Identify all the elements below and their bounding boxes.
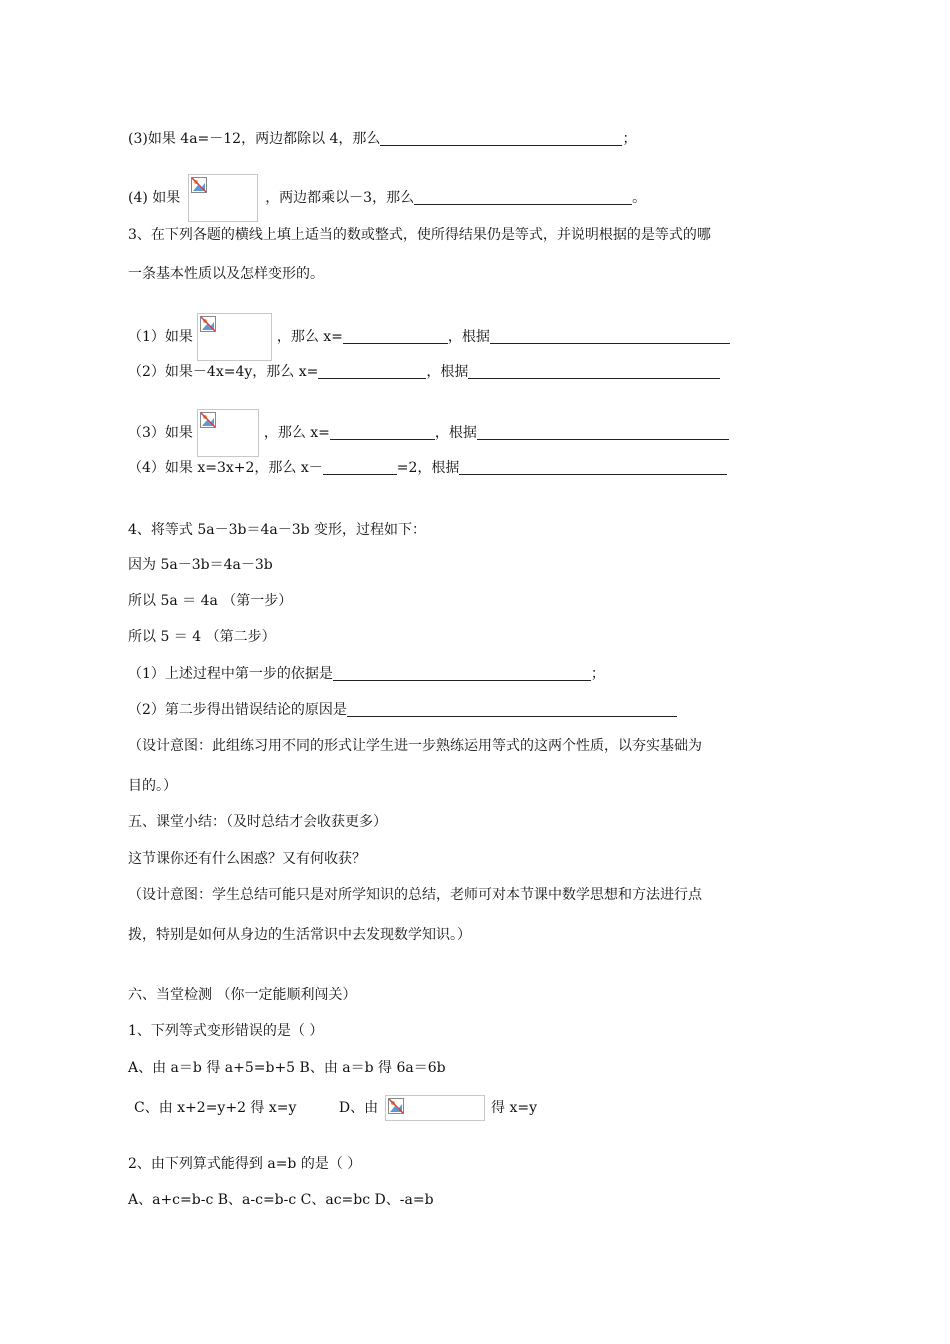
answer-blank[interactable] <box>323 459 397 475</box>
formula-image <box>197 313 272 361</box>
question-4-stem: 4、将等式 5a－3b＝4a－3b 变形，过程如下： <box>128 522 427 538</box>
question-3-stem-cont: 一条基本性质以及怎样变形的。 <box>128 266 324 282</box>
section-test-heading: 六、当堂检测 （你一定能顺利闯关） <box>128 987 357 1003</box>
design-note-2: （设计意图：学生总结可能只是对所学知识的总结，老师可对本节课中数学思想和方法进行点 <box>128 887 702 903</box>
answer-blank[interactable] <box>468 363 720 379</box>
step-two: 所以 5 ＝ 4 （第二步） <box>128 629 276 645</box>
answer-blank[interactable] <box>330 424 435 440</box>
answer-blank[interactable] <box>459 459 727 475</box>
design-note-1-cont: 目的。） <box>128 778 177 794</box>
line-q3-2: （2）如果－4x=4y，那么 x= ，根据 <box>128 362 720 382</box>
formula-image <box>197 409 259 457</box>
formula-image <box>385 1095 485 1121</box>
line-q4-2: （2）第二步得出错误结论的原因是 <box>128 700 677 720</box>
broken-image-icon <box>200 316 216 332</box>
test-q1-options-ab: A、由 a＝b 得 a+5=b+5 B、由 a＝b 得 6a＝6b <box>128 1060 446 1076</box>
formula-image <box>188 174 258 222</box>
line-q3-part3: (3)如果 4a=－12，两边都除以 4，那么 ； <box>128 131 637 147</box>
answer-blank[interactable] <box>343 328 448 344</box>
test-question-1: 1、下列等式变形错误的是（ ） <box>128 1023 324 1039</box>
line-q3-4: （4）如果 x=3x+2，那么 x－ =2，根据 <box>128 458 727 478</box>
step-one: 所以 5a ＝ 4a （第一步） <box>128 593 293 609</box>
broken-image-icon <box>200 412 216 428</box>
step-because: 因为 5a－3b＝4a－3b <box>128 557 273 573</box>
line-q3-3: （3）如果 ，那么 x= ，根据 <box>128 409 729 457</box>
summary-question: 这节课你还有什么困惑？又有何收获？ <box>128 851 366 867</box>
broken-image-icon <box>388 1098 404 1114</box>
answer-blank[interactable] <box>477 424 729 440</box>
answer-blank[interactable] <box>318 363 426 379</box>
test-question-2: 2、由下列算式能得到 a=b 的是（ ） <box>128 1156 362 1172</box>
question-3-stem: 3、在下列各题的横线上填上适当的数或整式，使所得结果仍是等式，并说明根据的是等式的哪 <box>128 227 711 243</box>
answer-blank[interactable] <box>333 665 591 681</box>
line-q4-1: （1）上述过程中第一步的依据是 ； <box>128 666 605 682</box>
design-note-2-cont: 拨，特别是如何从身边的生活常识中去发现数学知识。） <box>128 927 471 943</box>
test-q1-options-cd: C、由 x+2=y+2 得 x=y D、由 得 x=y <box>134 1095 537 1121</box>
section-summary-heading: 五、课堂小结：（及时总结才会收获更多） <box>128 814 387 830</box>
line-q3-part4: (4) 如果 ，两边都乘以－3，那么 。 <box>128 174 646 222</box>
design-note-1: （设计意图：此组练习用不同的形式让学生进一步熟练运用等式的这两个性质，以夯实基础为 <box>128 738 702 754</box>
answer-blank[interactable] <box>380 130 622 146</box>
broken-image-icon <box>191 177 207 193</box>
test-q2-options: A、a+c=b-c B、a-c=b-c C、ac=bc D、-a=b <box>128 1192 434 1208</box>
answer-blank[interactable] <box>347 701 677 717</box>
answer-blank[interactable] <box>490 328 730 344</box>
answer-blank[interactable] <box>414 189 632 205</box>
line-q3-1: （1）如果 ，那么 x= ，根据 <box>128 313 730 361</box>
